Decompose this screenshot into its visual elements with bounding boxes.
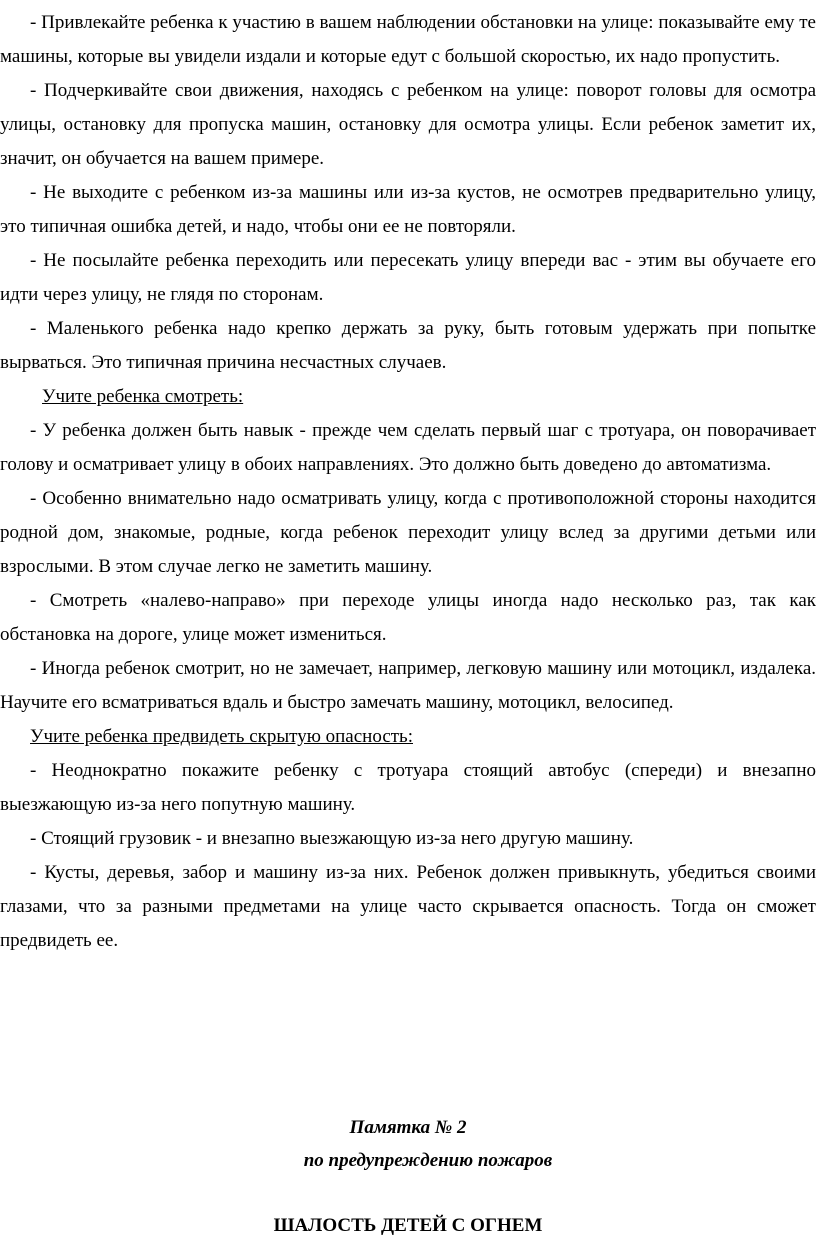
paragraph-standing-truck: - Стоящий грузовик - и внезапно выезжающую из-за него другую машину. <box>30 828 634 849</box>
document-body <box>0 6 816 958</box>
paragraph-bushes-trees: - Кусты, деревья, забор и машину из-за них. Ребенок должен привыкнуть, убедиться своими глазами, что за разными предметами на улице часто скрывается опасность. Тогда он сможет предвидеть ее. <box>0 862 816 951</box>
section-title: ШАЛОСТЬ ДЕТЕЙ С ОГНЕМ <box>273 1215 543 1236</box>
subheading-foresee-danger: Учите ребенка предвидеть скрытую опасность: <box>30 726 413 747</box>
paragraph-hold-hand: - Маленького ребенка надо крепко держать за руку, быть готовым удержать при попытке вырваться. Это типичная причина несчастных случаев. <box>0 318 816 373</box>
subheading-teach-to-look: Учите ребенка смотреть: <box>42 386 244 407</box>
paragraph-look-far: - Иногда ребенок смотрит, но не замечает, например, легковую машину или мотоцикл, издалека. Научите его всматриваться вдаль и быстро замечать машину, мотоцикл, велосипед. <box>0 658 816 713</box>
memo-title: Памятка № 2 <box>349 1117 467 1138</box>
paragraph-standing-bus: - Неоднократно покажите ребенку с тротуара стоящий автобус (спереди) и внезапно выезжающую из-за него попутную машину. <box>0 760 816 815</box>
paragraph-dont-send-ahead: - Не посылайте ребенка переходить или пересекать улицу впереди вас - этим вы обучаете его идти через улицу, не глядя по сторонам. <box>0 250 816 305</box>
paragraph-dont-step-out: - Не выходите с ребенком из-за машины или из-за кустов, не осмотрев предварительно улицу, это типичная ошибка детей, и надо, чтобы они ее не повторяли. <box>0 182 816 237</box>
paragraph-involve-child: - Привлекайте ребенка к участию в вашем наблюдении обстановки на улице: показывайте ему те машины, которые вы увидели издали и которые едут с большой скоростью, их надо пропустить. <box>0 12 816 67</box>
paragraph-emphasize-movements: - Подчеркивайте свои движения, находясь с ребенком на улице: поворот головы для осмотра улицы, остановку для пропуска машин, остановку для осмотра улицы. Если ребенок заметит их, значит, он обучается на вашем примере. <box>0 80 816 169</box>
paragraph-look-carefully: - Особенно внимательно надо осматривать улицу, когда с противоположной стороны находится родной дом, знакомые, родные, когда ребенок переходит улицу вслед за другими детьми или взрослыми. В этом случае легко не заметить машину. <box>0 488 816 577</box>
paragraph-left-right: - Смотреть «налево-направо» при переходе улицы иногда надо несколько раз, так как обстановка на дороге, улице может измениться. <box>0 590 816 645</box>
memo-subtitle: по предупреждению пожаров <box>303 1150 553 1171</box>
paragraph-habit: - У ребенка должен быть навык - прежде чем сделать первый шаг с тротуара, он поворачивает голову и осматривает улицу в обоих направлениях. Это должно быть доведено до автоматизма. <box>0 420 816 475</box>
